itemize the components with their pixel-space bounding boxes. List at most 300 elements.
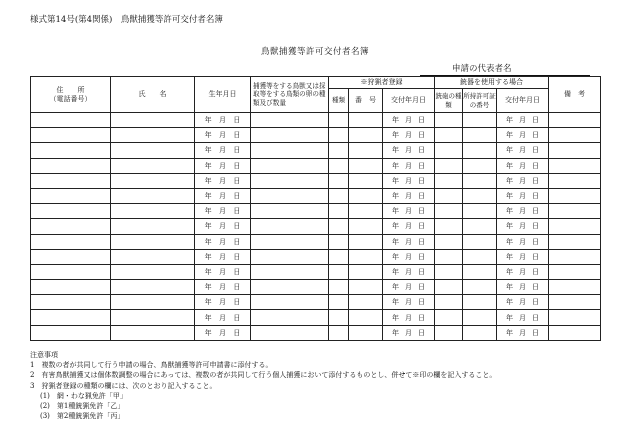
entry-cell[interactable] — [549, 113, 601, 128]
date-cell[interactable] — [383, 264, 435, 279]
entry-cell[interactable] — [435, 234, 463, 249]
entry-cell[interactable] — [463, 188, 497, 203]
date-cell[interactable] — [497, 295, 549, 310]
day-label: 日 — [532, 298, 540, 307]
table-row — [31, 219, 601, 234]
date-cell[interactable] — [497, 234, 549, 249]
year-label: 年 — [506, 176, 514, 185]
entry-cell[interactable] — [111, 310, 195, 325]
entry-cell[interactable] — [349, 264, 383, 279]
day-label: 日 — [418, 328, 425, 337]
day-label: 日 — [233, 313, 241, 322]
entry-cell[interactable] — [435, 280, 463, 295]
entry-cell[interactable] — [463, 173, 497, 188]
entry-cell[interactable] — [251, 295, 329, 310]
date-cell[interactable] — [497, 158, 549, 173]
date-cell[interactable] — [383, 204, 435, 219]
year-label: 年 — [392, 267, 399, 276]
month-label: 月 — [405, 161, 412, 170]
year-label: 年 — [506, 313, 514, 322]
entry-cell[interactable] — [349, 188, 383, 203]
date-cell[interactable] — [383, 113, 435, 128]
entry-cell[interactable] — [31, 128, 111, 143]
year-label: 年 — [506, 192, 514, 201]
entry-cell[interactable] — [329, 113, 349, 128]
month-label: 月 — [519, 207, 527, 216]
date-cell[interactable] — [383, 325, 435, 340]
year-label: 年 — [204, 298, 212, 307]
month-label: 月 — [218, 328, 226, 337]
entry-cell[interactable] — [435, 264, 463, 279]
day-label: 日 — [418, 192, 425, 201]
year-label: 年 — [392, 237, 399, 246]
entry-cell[interactable] — [329, 249, 349, 264]
entry-cell[interactable] — [349, 113, 383, 128]
entry-cell[interactable] — [251, 249, 329, 264]
date-cell[interactable] — [497, 188, 549, 203]
day-label: 日 — [233, 131, 241, 140]
notes-heading: 注意事項 — [30, 351, 58, 359]
entry-cell[interactable] — [31, 234, 111, 249]
day-label: 日 — [418, 207, 425, 216]
entry-cell[interactable] — [329, 234, 349, 249]
day-label: 日 — [418, 222, 425, 231]
entry-cell[interactable] — [435, 204, 463, 219]
day-label: 日 — [418, 267, 425, 276]
month-label: 月 — [519, 176, 527, 185]
table-row — [31, 310, 601, 325]
year-label: 年 — [506, 252, 514, 261]
month-label: 月 — [519, 313, 527, 322]
table-row — [31, 158, 601, 173]
year-label: 年 — [392, 176, 399, 185]
entry-cell[interactable] — [251, 173, 329, 188]
entry-cell[interactable] — [463, 234, 497, 249]
form-label: 様式第14号(第4関係) 鳥獣捕獲等許可交付者名簿 — [30, 15, 223, 25]
entry-cell[interactable] — [463, 158, 497, 173]
note-item: 1 複数の者が共同して行う申請の場合、鳥獣捕獲等許可申請書に添付する。 — [30, 361, 273, 370]
day-label: 日 — [233, 176, 241, 185]
date-cell[interactable] — [195, 143, 251, 158]
month-label: 月 — [405, 283, 412, 292]
entry-cell[interactable] — [329, 173, 349, 188]
entry-cell[interactable] — [31, 249, 111, 264]
date-cell[interactable] — [195, 113, 251, 128]
year-label: 年 — [204, 146, 212, 155]
registry-table — [30, 76, 601, 341]
entry-cell[interactable] — [111, 143, 195, 158]
entry-cell[interactable] — [31, 219, 111, 234]
date-cell[interactable] — [497, 128, 549, 143]
year-label: 年 — [392, 116, 399, 125]
entry-cell[interactable] — [463, 113, 497, 128]
entry-cell[interactable] — [251, 219, 329, 234]
entry-cell[interactable] — [549, 188, 601, 203]
date-cell[interactable] — [383, 295, 435, 310]
entry-cell[interactable] — [463, 128, 497, 143]
month-label: 月 — [519, 192, 527, 201]
entry-cell[interactable] — [111, 249, 195, 264]
day-label: 日 — [233, 237, 241, 246]
entry-cell[interactable] — [329, 188, 349, 203]
entry-cell[interactable] — [463, 249, 497, 264]
month-label: 月 — [519, 283, 527, 292]
month-label: 月 — [218, 252, 226, 261]
entry-cell[interactable] — [435, 188, 463, 203]
representative-name-field[interactable] — [420, 65, 590, 76]
date-cell[interactable] — [383, 173, 435, 188]
year-label: 年 — [392, 146, 399, 155]
month-label: 月 — [405, 146, 412, 155]
year-label: 年 — [204, 207, 212, 216]
day-label: 日 — [233, 283, 241, 292]
entry-cell[interactable] — [251, 128, 329, 143]
date-cell[interactable] — [383, 249, 435, 264]
day-label: 日 — [532, 328, 540, 337]
month-label: 月 — [519, 116, 527, 125]
date-cell[interactable] — [383, 143, 435, 158]
year-label: 年 — [392, 252, 399, 261]
month-label: 月 — [405, 207, 412, 216]
entry-cell[interactable] — [31, 204, 111, 219]
date-cell[interactable] — [383, 128, 435, 143]
year-label: 年 — [392, 207, 399, 216]
year-label: 年 — [506, 146, 514, 155]
table-row — [31, 295, 601, 310]
entry-cell[interactable] — [549, 325, 601, 340]
entry-cell[interactable] — [111, 295, 195, 310]
date-cell[interactable] — [195, 158, 251, 173]
entry-cell[interactable] — [435, 158, 463, 173]
day-label: 日 — [418, 161, 425, 170]
year-label: 年 — [506, 116, 514, 125]
date-cell[interactable] — [195, 280, 251, 295]
entry-cell[interactable] — [251, 158, 329, 173]
entry-cell[interactable] — [435, 143, 463, 158]
entry-cell[interactable] — [349, 128, 383, 143]
table-row — [31, 128, 601, 143]
entry-cell[interactable] — [549, 204, 601, 219]
table-row — [31, 143, 601, 158]
year-label: 年 — [506, 298, 514, 307]
day-label: 日 — [532, 283, 540, 292]
table-row — [31, 280, 601, 295]
month-label: 月 — [218, 146, 226, 155]
date-cell[interactable] — [383, 310, 435, 325]
year-label: 年 — [204, 116, 212, 125]
day-label: 日 — [532, 222, 540, 231]
entry-cell[interactable] — [549, 295, 601, 310]
day-label: 日 — [532, 267, 540, 276]
date-cell[interactable] — [497, 204, 549, 219]
date-cell[interactable] — [497, 173, 549, 188]
entry-cell[interactable] — [349, 219, 383, 234]
note-sub-item: (2) 第1種銃猟免許「乙」 — [40, 402, 125, 411]
table-row — [31, 173, 601, 188]
month-label: 月 — [405, 131, 412, 140]
entry-cell[interactable] — [435, 310, 463, 325]
year-label: 年 — [506, 222, 514, 231]
date-cell[interactable] — [195, 173, 251, 188]
year-label: 年 — [506, 283, 514, 292]
entry-cell[interactable] — [349, 295, 383, 310]
date-cell[interactable] — [195, 295, 251, 310]
entry-cell[interactable] — [111, 264, 195, 279]
table-body — [31, 113, 601, 341]
entry-cell[interactable] — [463, 204, 497, 219]
year-label: 年 — [506, 161, 514, 170]
entry-cell[interactable] — [463, 325, 497, 340]
month-label: 月 — [218, 207, 226, 216]
month-label: 月 — [218, 131, 226, 140]
day-label: 日 — [418, 252, 425, 261]
entry-cell[interactable] — [111, 280, 195, 295]
year-label: 年 — [204, 252, 212, 261]
entry-cell[interactable] — [31, 158, 111, 173]
header-name: 氏 名 — [111, 77, 195, 113]
year-label: 年 — [392, 192, 399, 201]
month-label: 月 — [405, 237, 412, 246]
entry-cell[interactable] — [329, 158, 349, 173]
date-cell[interactable] — [195, 128, 251, 143]
header-gun-type: 銃砲の種 類 — [435, 89, 463, 113]
month-label: 月 — [405, 192, 412, 201]
entry-cell[interactable] — [31, 295, 111, 310]
entry-cell[interactable] — [549, 249, 601, 264]
day-label: 日 — [418, 237, 425, 246]
year-label: 年 — [506, 328, 514, 337]
day-label: 日 — [418, 176, 425, 185]
entry-cell[interactable] — [251, 234, 329, 249]
entry-cell[interactable] — [463, 295, 497, 310]
year-label: 年 — [506, 237, 514, 246]
day-label: 日 — [532, 161, 540, 170]
entry-cell[interactable] — [349, 204, 383, 219]
entry-cell[interactable] — [31, 280, 111, 295]
date-cell[interactable] — [195, 249, 251, 264]
date-cell[interactable] — [383, 158, 435, 173]
entry-cell[interactable] — [549, 219, 601, 234]
entry-cell[interactable] — [329, 143, 349, 158]
entry-cell[interactable] — [329, 325, 349, 340]
entry-cell[interactable] — [349, 310, 383, 325]
entry-cell[interactable] — [349, 158, 383, 173]
day-label: 日 — [233, 328, 241, 337]
date-cell[interactable] — [497, 264, 549, 279]
date-cell[interactable] — [497, 280, 549, 295]
month-label: 月 — [405, 298, 412, 307]
entry-cell[interactable] — [463, 280, 497, 295]
date-cell[interactable] — [497, 219, 549, 234]
entry-cell[interactable] — [435, 128, 463, 143]
entry-cell[interactable] — [435, 249, 463, 264]
note-sub-item: (1) 網・わな猟免許「甲」 — [40, 391, 127, 400]
entry-cell[interactable] — [111, 158, 195, 173]
day-label: 日 — [418, 298, 425, 307]
day-label: 日 — [418, 146, 425, 155]
entry-cell[interactable] — [463, 264, 497, 279]
entry-cell[interactable] — [31, 325, 111, 340]
entry-cell[interactable] — [349, 325, 383, 340]
date-cell[interactable] — [195, 264, 251, 279]
year-label: 年 — [204, 237, 212, 246]
entry-cell[interactable] — [111, 113, 195, 128]
entry-cell[interactable] — [31, 310, 111, 325]
day-label: 日 — [233, 252, 241, 261]
day-label: 日 — [532, 176, 540, 185]
entry-cell[interactable] — [111, 173, 195, 188]
month-label: 月 — [218, 267, 226, 276]
entry-cell[interactable] — [549, 310, 601, 325]
entry-cell[interactable] — [435, 173, 463, 188]
day-label: 日 — [233, 267, 241, 276]
month-label: 月 — [405, 222, 412, 231]
entry-cell[interactable] — [549, 173, 601, 188]
month-label: 月 — [405, 313, 412, 322]
entry-cell[interactable] — [329, 128, 349, 143]
page-title: 鳥獣捕獲等許可交付者名簿 — [260, 47, 369, 57]
year-label: 年 — [204, 267, 212, 276]
entry-cell[interactable] — [463, 219, 497, 234]
year-label: 年 — [392, 161, 399, 170]
entry-cell[interactable] — [251, 188, 329, 203]
table-row — [31, 188, 601, 203]
entry-cell[interactable] — [435, 295, 463, 310]
month-label: 月 — [405, 328, 412, 337]
date-cell[interactable] — [497, 143, 549, 158]
entry-cell[interactable] — [329, 295, 349, 310]
year-label: 年 — [204, 283, 212, 292]
date-cell[interactable] — [195, 325, 251, 340]
date-cell[interactable] — [383, 188, 435, 203]
day-label: 日 — [418, 116, 425, 125]
month-label: 月 — [519, 267, 527, 276]
entry-cell[interactable] — [111, 188, 195, 203]
day-label: 日 — [418, 131, 425, 140]
entry-cell[interactable] — [435, 219, 463, 234]
entry-cell[interactable] — [251, 113, 329, 128]
date-cell[interactable] — [195, 234, 251, 249]
year-label: 年 — [204, 313, 212, 322]
entry-cell[interactable] — [549, 264, 601, 279]
entry-cell[interactable] — [111, 325, 195, 340]
entry-cell[interactable] — [111, 219, 195, 234]
month-label: 月 — [218, 176, 226, 185]
year-label: 年 — [506, 267, 514, 276]
month-label: 月 — [405, 116, 412, 125]
entry-cell[interactable] — [435, 113, 463, 128]
entry-cell[interactable] — [251, 264, 329, 279]
entry-cell[interactable] — [349, 173, 383, 188]
day-label: 日 — [532, 313, 540, 322]
month-label: 月 — [218, 298, 226, 307]
entry-cell[interactable] — [111, 234, 195, 249]
year-label: 年 — [506, 207, 514, 216]
entry-cell[interactable] — [329, 264, 349, 279]
entry-cell[interactable] — [111, 204, 195, 219]
month-label: 月 — [519, 298, 527, 307]
entry-cell[interactable] — [251, 143, 329, 158]
entry-cell[interactable] — [549, 143, 601, 158]
day-label: 日 — [233, 207, 241, 216]
entry-cell[interactable] — [251, 325, 329, 340]
year-label: 年 — [204, 161, 212, 170]
entry-cell[interactable] — [31, 173, 111, 188]
entry-cell[interactable] — [549, 158, 601, 173]
date-cell[interactable] — [195, 310, 251, 325]
year-label: 年 — [392, 328, 399, 337]
month-label: 月 — [519, 222, 527, 231]
header-hunting-type: 種類 — [329, 89, 349, 113]
entry-cell[interactable] — [549, 128, 601, 143]
entry-cell[interactable] — [435, 325, 463, 340]
table-row — [31, 325, 601, 340]
entry-cell[interactable] — [251, 280, 329, 295]
table-row — [31, 249, 601, 264]
month-label: 月 — [218, 192, 226, 201]
year-label: 年 — [204, 328, 212, 337]
entry-cell[interactable] — [31, 264, 111, 279]
date-cell[interactable] — [383, 219, 435, 234]
entry-cell[interactable] — [349, 234, 383, 249]
entry-cell[interactable] — [349, 249, 383, 264]
table-row — [31, 204, 601, 219]
entry-cell[interactable] — [349, 143, 383, 158]
entry-cell[interactable] — [329, 219, 349, 234]
year-label: 年 — [392, 298, 399, 307]
day-label: 日 — [233, 222, 241, 231]
date-cell[interactable] — [195, 204, 251, 219]
month-label: 月 — [218, 237, 226, 246]
entry-cell[interactable] — [549, 280, 601, 295]
entry-cell[interactable] — [549, 234, 601, 249]
header-address: 住 所 （電話番号） — [31, 77, 111, 113]
date-cell[interactable] — [195, 188, 251, 203]
entry-cell[interactable] — [31, 143, 111, 158]
entry-cell[interactable] — [251, 310, 329, 325]
date-cell[interactable] — [497, 113, 549, 128]
date-cell[interactable] — [497, 249, 549, 264]
month-label: 月 — [218, 313, 226, 322]
header-hunting-registration: ※狩猟者登録 — [329, 77, 435, 89]
month-label: 月 — [218, 283, 226, 292]
date-cell[interactable] — [195, 219, 251, 234]
entry-cell[interactable] — [349, 280, 383, 295]
date-cell[interactable] — [497, 310, 549, 325]
day-label: 日 — [233, 146, 241, 155]
month-label: 月 — [519, 161, 527, 170]
entry-cell[interactable] — [111, 128, 195, 143]
entry-cell[interactable] — [329, 204, 349, 219]
date-cell[interactable] — [383, 234, 435, 249]
day-label: 日 — [532, 116, 540, 125]
date-cell[interactable] — [497, 325, 549, 340]
entry-cell[interactable] — [463, 143, 497, 158]
note-item: 2 有害鳥獣捕獲又は個体数調整の場合にあっては、複数の者が共同して行う個人捕獲において添付するものとし、併せて※印の欄を記入すること。 — [30, 371, 497, 380]
date-cell[interactable] — [383, 280, 435, 295]
entry-cell[interactable] — [31, 113, 111, 128]
entry-cell[interactable] — [463, 310, 497, 325]
entry-cell[interactable] — [31, 188, 111, 203]
month-label: 月 — [519, 252, 527, 261]
entry-cell[interactable] — [329, 280, 349, 295]
year-label: 年 — [506, 131, 514, 140]
note-item: 3 狩猟者登録の種類の欄には、次のとおり記入すること。 — [30, 381, 217, 390]
entry-cell[interactable] — [329, 310, 349, 325]
day-label: 日 — [233, 116, 241, 125]
entry-cell[interactable] — [251, 204, 329, 219]
representative-label: 申請の代表者名 — [452, 64, 512, 74]
